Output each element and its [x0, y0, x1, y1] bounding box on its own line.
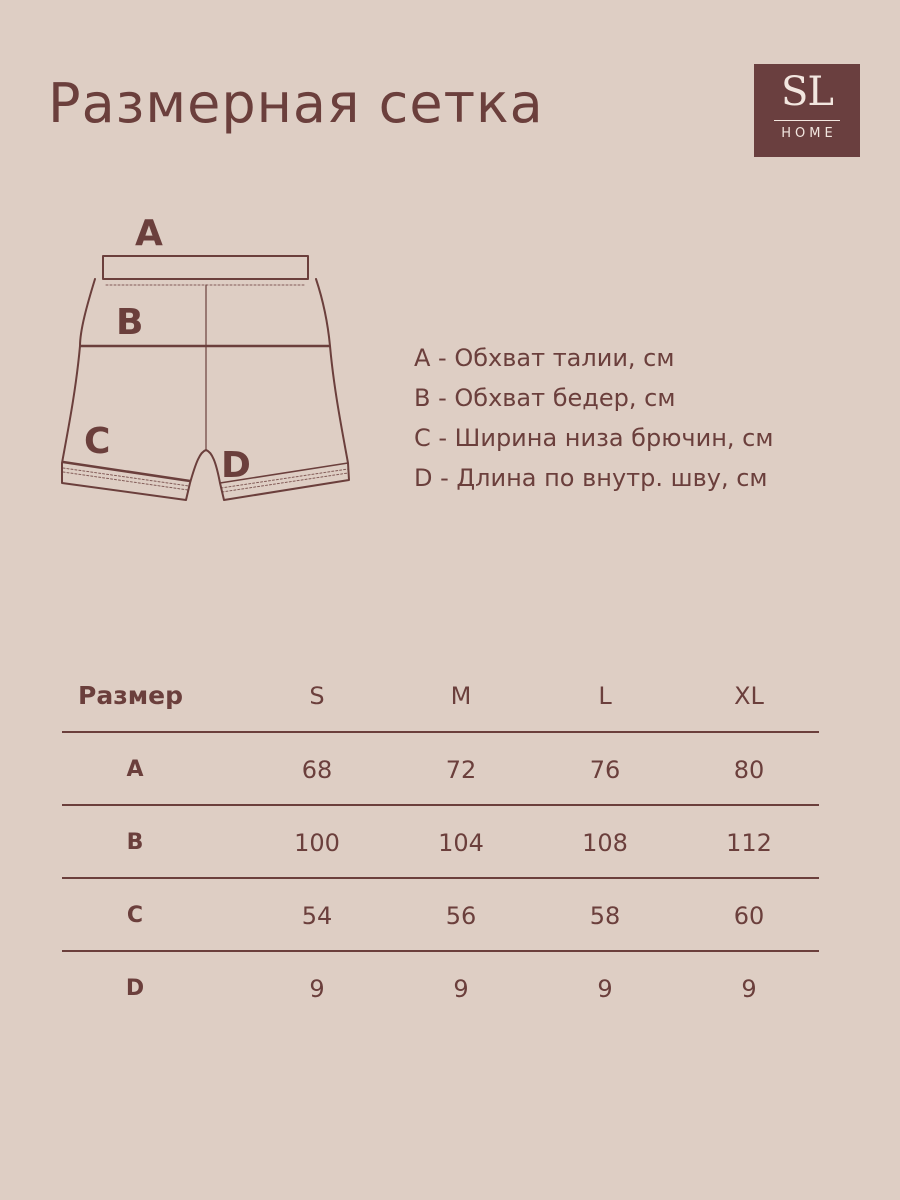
- diagram-label-b: B: [116, 302, 144, 343]
- table-cell: 72: [445, 755, 477, 784]
- table-row: [62, 952, 819, 1025]
- table-row: [62, 879, 819, 952]
- hem-line-c-left: [63, 462, 190, 481]
- row-label: D: [125, 976, 145, 1001]
- size-header-xl: XL: [734, 681, 764, 710]
- table-cell: 56: [445, 901, 477, 930]
- shorts-diagram: [56, 205, 356, 510]
- table-header-row: [62, 658, 819, 733]
- table-cell: 9: [453, 974, 469, 1003]
- table-cell: 68: [301, 755, 333, 784]
- table-cell: 100: [294, 828, 340, 857]
- table-cell: 54: [301, 901, 333, 930]
- table-cell: 60: [733, 901, 765, 930]
- brand-logo: [754, 64, 860, 157]
- size-header-m: M: [450, 681, 472, 710]
- size-header-s: S: [309, 681, 325, 710]
- table-cell: 112: [726, 828, 772, 857]
- row-label: A: [126, 757, 144, 782]
- diagram-label-d: D: [221, 445, 251, 486]
- diagram-label-a: A: [135, 213, 163, 254]
- table-cell: 9: [309, 974, 325, 1003]
- size-table: [62, 658, 819, 1025]
- legend-item-c: C - Ширина низа брючин, см: [414, 424, 774, 452]
- table-cell: 76: [589, 755, 621, 784]
- logo-divider: [774, 120, 840, 121]
- logo-sub-text: HOME: [781, 126, 837, 141]
- table-cell: 9: [741, 974, 757, 1003]
- diagram-label-c: C: [84, 421, 111, 462]
- row-label: B: [126, 830, 144, 855]
- table-cell: 58: [589, 901, 621, 930]
- table-header-label: Размер: [78, 681, 184, 710]
- size-header-l: L: [598, 681, 612, 710]
- table-row: [62, 733, 819, 806]
- table-cell: 108: [582, 828, 628, 857]
- table-cell: 9: [597, 974, 613, 1003]
- waistband-outline: [103, 256, 308, 279]
- table-cell: 80: [733, 755, 765, 784]
- logo-main-text: SL: [781, 69, 833, 115]
- table-cell: 104: [438, 828, 484, 857]
- legend-item-d: D - Длина по внутр. шву, см: [414, 464, 768, 492]
- legend-item-a: A - Обхват талии, см: [414, 344, 675, 372]
- page-title: Размерная сетка: [48, 72, 544, 135]
- table-row: [62, 806, 819, 879]
- legend-item-b: B - Обхват бедер, см: [414, 384, 676, 412]
- measurement-legend: [414, 338, 773, 498]
- row-label: C: [126, 903, 144, 928]
